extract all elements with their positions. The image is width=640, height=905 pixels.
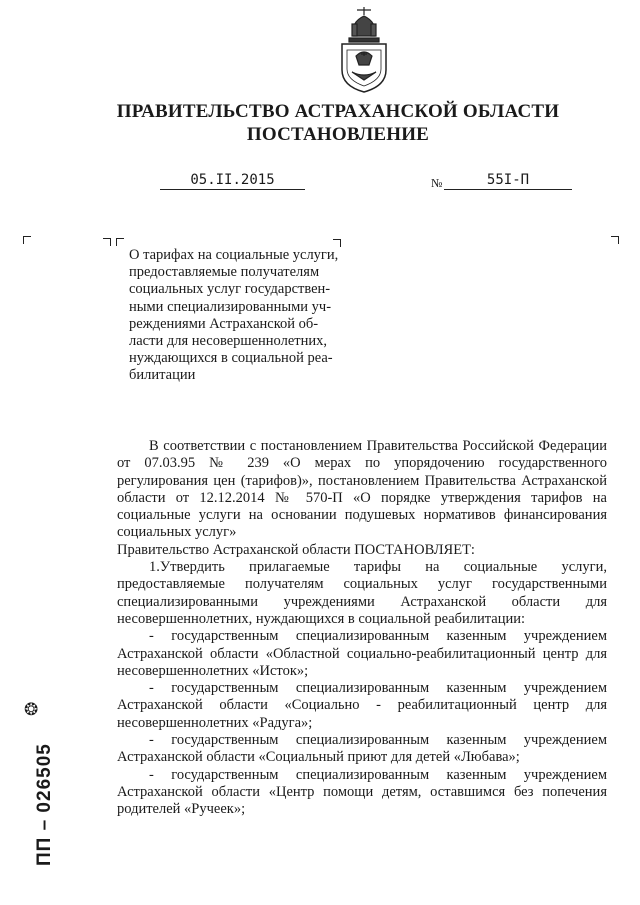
subject-line: нуждающихся в социальной реа- xyxy=(129,350,333,367)
stamp-ornament-icon: ❂ xyxy=(24,700,39,719)
subject-line: социальных услуг государствен- xyxy=(129,281,331,298)
number-label: № xyxy=(431,176,443,190)
preamble-paragraph: В соответствии с постановлением Правительства Российской Федерации от 07.03.95 № 239 «О мерах по упорядочению государственного регулирования цен (тарифов)», постановлением Правительства Астраханской области от 12.12.2014 № 570-П «О порядке утверждения тарифов на социальные услуги на основании подушевых нормативов финансирования социальных услуг» xyxy=(117,438,607,541)
subject-line: реждениями Астраханской об- xyxy=(129,315,319,332)
subject-line: билитации xyxy=(129,367,196,384)
document-date: 05.II.2015 xyxy=(160,172,305,190)
form-serial-number: ПП – 026505 xyxy=(34,743,55,866)
corner-mark-subject-left-b xyxy=(116,238,124,246)
corner-mark-top-right xyxy=(611,236,619,244)
side-stamp xyxy=(18,700,55,880)
subject-line: ласти для несовершеннолетних, xyxy=(129,333,328,350)
item-1-paragraph: 1.Утвердить прилагаемые тарифы на социальные услуги, предоставляемые получателям социальных услуг государственными специализированными учреждениями Астраханской области для несовершеннолетних, нуждающихся в социальной реабилитации: xyxy=(117,559,607,627)
subject-line: предоставляемые получателям xyxy=(129,264,320,281)
subject-line: ными специализированными уч- xyxy=(129,298,332,315)
institution-bullet: - государственным специализированным казенным учреждением Астраханской области «Областной социально-реабилитационный центр для несовершеннолетних «Исток»; xyxy=(117,628,607,679)
institution-bullet: - государственным специализированным казенным учреждением Астраханской области «Центр помощи детям, оставшимся без попечения родителей «Ручеек»; xyxy=(117,766,607,818)
corner-mark-subject-left-a xyxy=(103,238,111,246)
corner-mark-top-left xyxy=(23,236,31,244)
institution-bullet: - государственным специализированным казенным учреждением Астраханской области «Социально - реабилитационный центр для несовершеннолетних «Радуга»; xyxy=(117,680,607,731)
document-type-title: ПОСТАНОВЛЕНИЕ xyxy=(246,124,430,145)
government-title: ПРАВИТЕЛЬСТВО АСТРАХАНСКОЙ ОБЛАСТИ xyxy=(116,101,560,122)
document-number: 55I-П xyxy=(444,172,572,190)
subject-line: О тарифах на социальные услуги, xyxy=(129,247,339,263)
document-body xyxy=(117,438,607,819)
resolution-statement: Правительство Астраханской области ПОСТАНОВЛЯЕТ: xyxy=(117,541,475,558)
coat-of-arms-icon xyxy=(333,6,395,96)
corner-mark-subject-right xyxy=(333,239,341,247)
subject-block xyxy=(129,247,351,385)
institution-bullet: - государственным специализированным казенным учреждением Астраханской области «Социальный приют для детей «Любава»; xyxy=(117,732,607,766)
